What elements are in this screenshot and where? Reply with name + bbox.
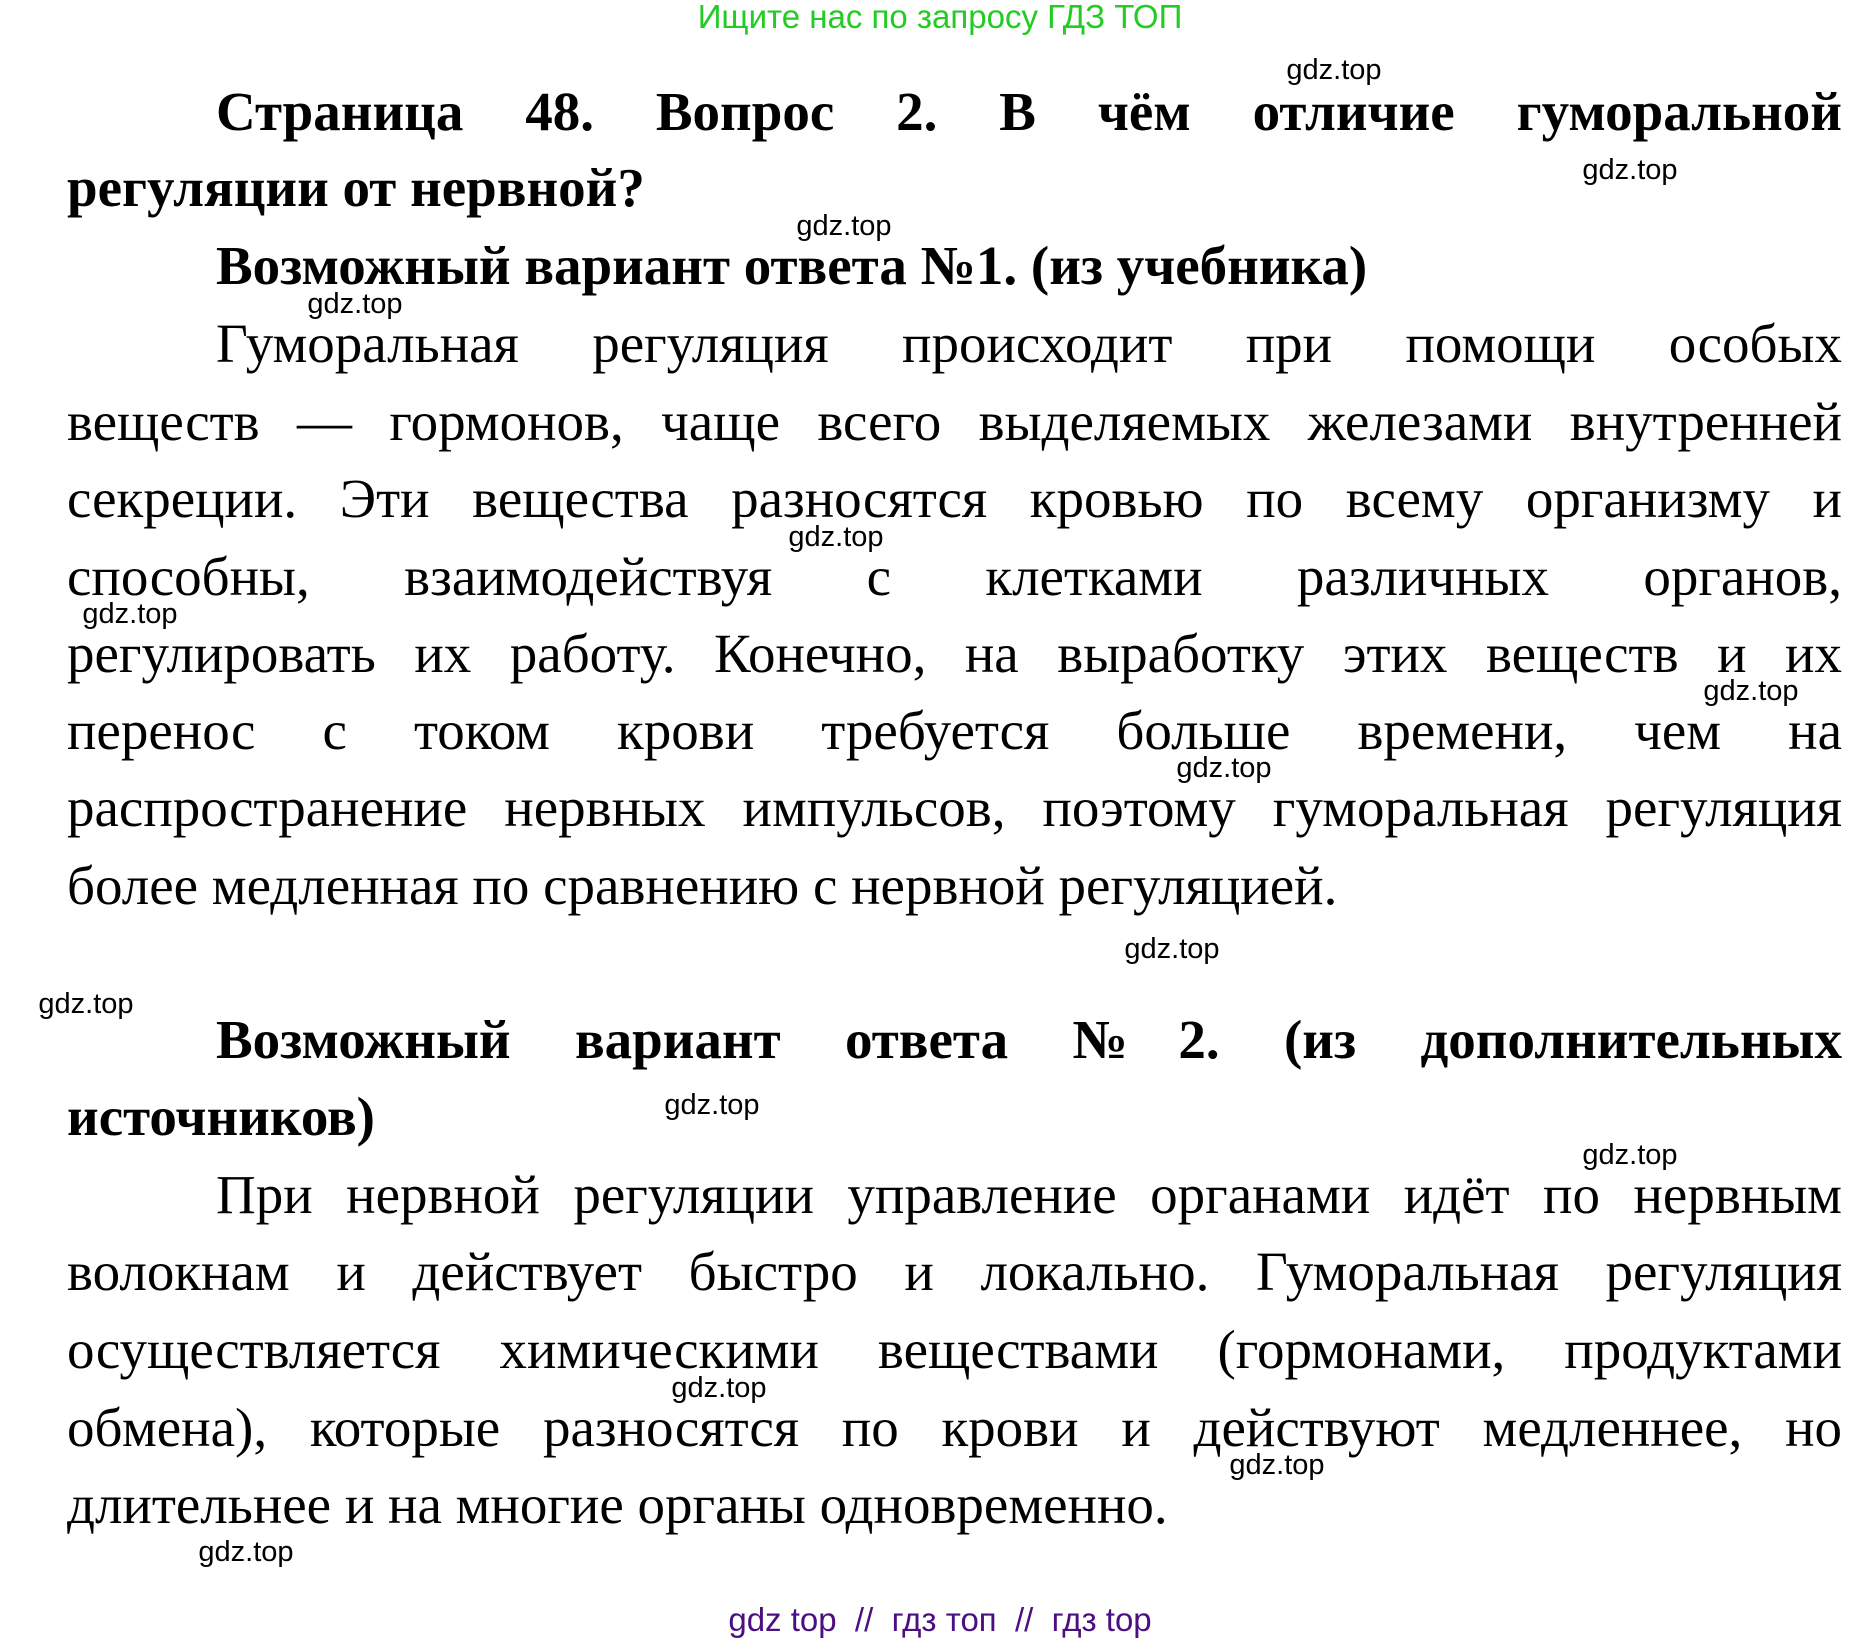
watermark: gdz.top	[307, 288, 403, 320]
answer1-line: веществ — гормонов, чаще всего выделяемых железами внутренней	[67, 391, 1842, 452]
answer2-line: При нервной регуляции управление органами идёт по нервным	[216, 1164, 1842, 1225]
answer1-line: перенос с током крови требуется больше времени, чем на	[67, 700, 1842, 761]
answer2-line: длительнее и на многие органы одновременно.	[67, 1474, 1168, 1535]
answer1-line: распространение нервных импульсов, поэтому гуморальная регуляция	[67, 777, 1842, 838]
answer2-heading: источников)	[67, 1086, 375, 1147]
answer2-line: волокнам и действует быстро и локально. Гуморальная регуляция	[67, 1241, 1842, 1302]
top-banner[interactable]: Ищите нас по запросу ГДЗ ТОП	[697, 0, 1183, 35]
question-line: регуляции от нервной?	[67, 157, 645, 218]
answer2-heading: Возможный вариант ответа №2. (из дополнительных	[216, 1009, 1842, 1070]
answer1-line: секреции. Эти вещества разносятся кровью по всему организму и	[67, 468, 1842, 529]
watermark: gdz.top	[38, 988, 134, 1020]
answer1-line: более медленная по сравнению с нервной регуляцией.	[67, 855, 1338, 916]
watermark: gdz.top	[1286, 54, 1382, 86]
answer2-line: осуществляется химическими веществами (гормонами, продуктами	[67, 1319, 1842, 1380]
watermark: gdz.top	[788, 521, 884, 553]
answer2-line: обмена), которые разносятся по крови и действуют медленнее, но	[67, 1397, 1842, 1458]
watermark: gdz.top	[664, 1089, 760, 1121]
watermark: gdz.top	[796, 210, 892, 242]
watermark: gdz.top	[198, 1536, 294, 1568]
watermark: gdz.top	[82, 598, 178, 630]
answer1-heading: Возможный вариант ответа №1. (из учебника)	[216, 235, 1368, 296]
answer1-line: регулировать их работу. Конечно, на выработку этих веществ и их	[67, 623, 1842, 684]
watermark: gdz.top	[1229, 1449, 1325, 1481]
watermark: gdz.top	[1582, 154, 1678, 186]
question-line: Страница 48. Вопрос 2. В чём отличие гуморальной	[216, 81, 1842, 142]
watermark: gdz.top	[1176, 752, 1272, 784]
watermark: gdz.top	[1703, 675, 1799, 707]
answer1-line: способны, взаимодействуя с клетками различных органов,	[67, 546, 1842, 607]
answer1-line: Гуморальная регуляция происходит при помощи особых	[216, 313, 1842, 374]
watermark: gdz.top	[1124, 933, 1220, 965]
watermark: gdz.top	[671, 1372, 767, 1404]
watermark: gdz.top	[1582, 1139, 1678, 1171]
footer-links[interactable]: gdz top // гдз топ // гдз top	[728, 1601, 1152, 1638]
